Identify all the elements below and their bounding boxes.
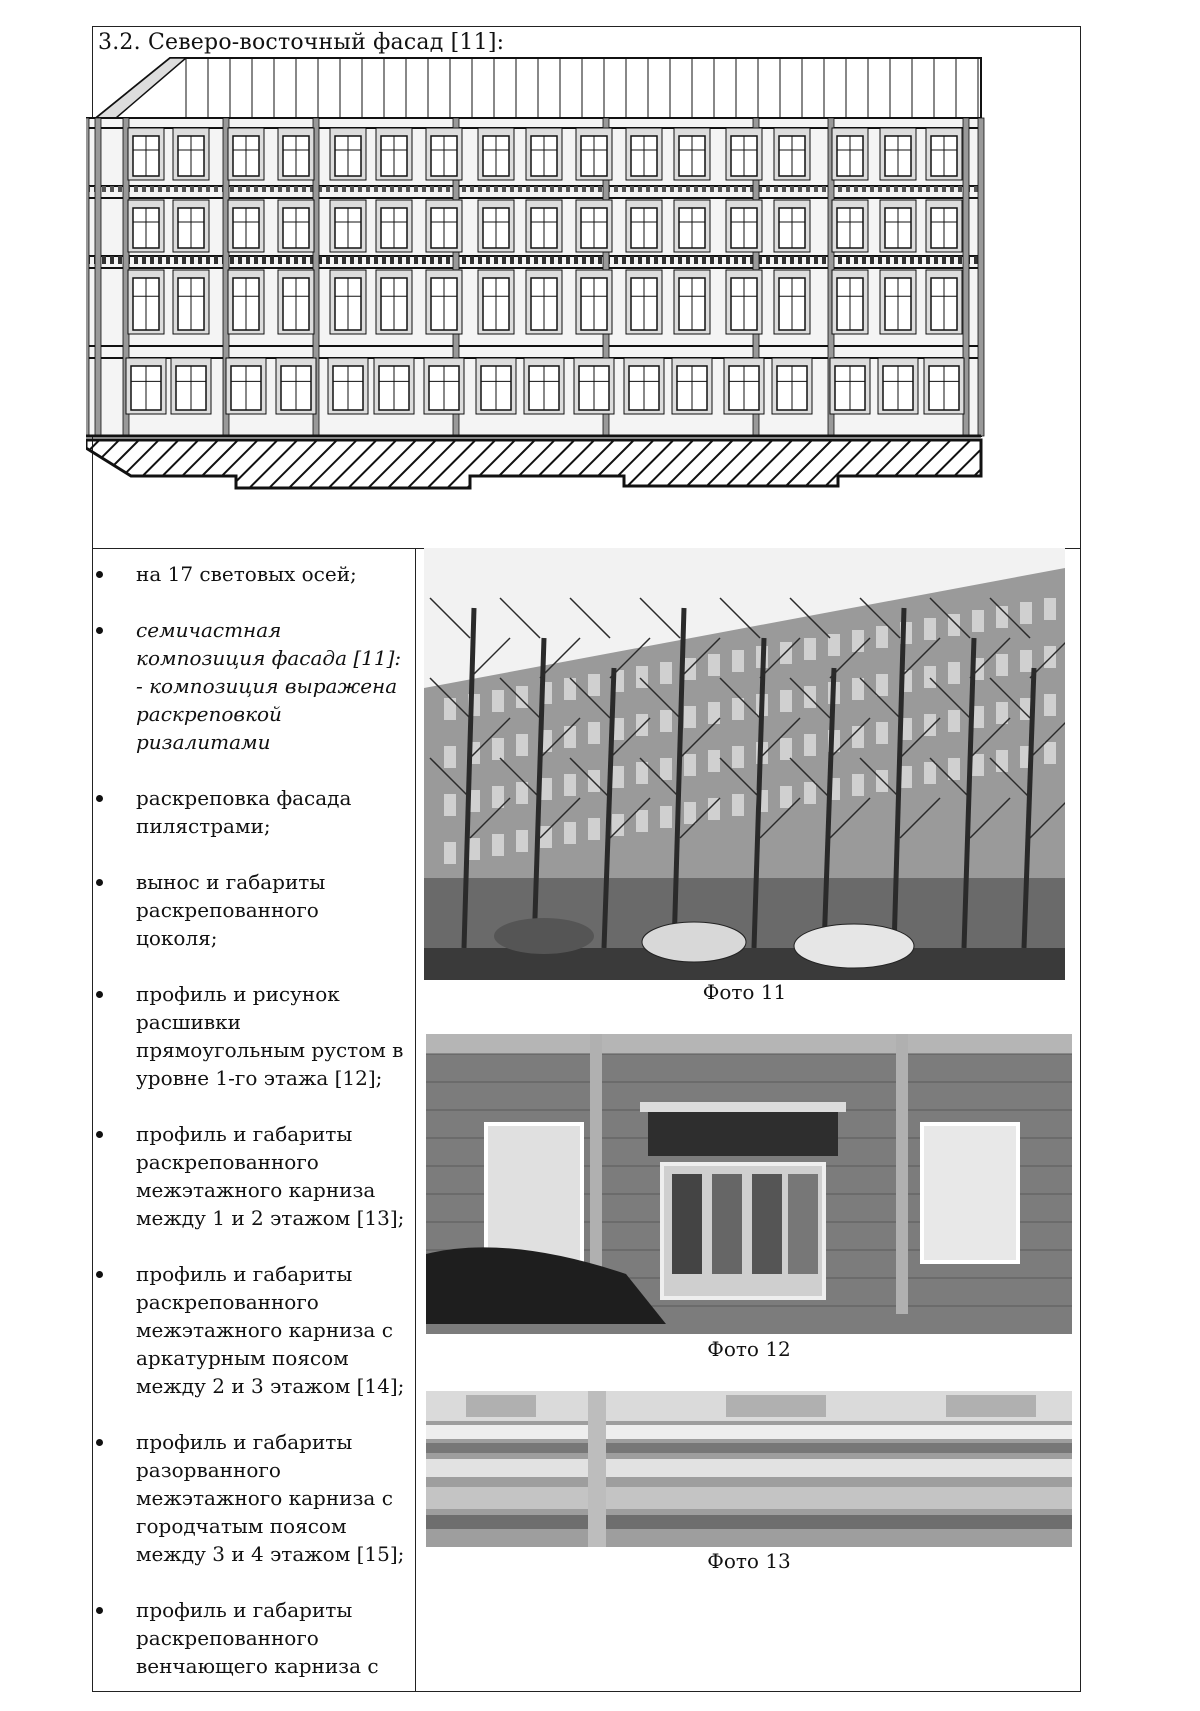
section-title: 3.2. Северо-восточный фасад [11]: xyxy=(98,30,505,55)
list-item-text: профиль и рисунок расшивки прямоугольным рустом в уровне 1-го этажа [12]; xyxy=(136,982,404,1090)
list-item-text: профиль и габариты раскрепованного межэтажного карниза между 1 и 2 этажом [13]; xyxy=(136,1122,405,1230)
photo-11-caption: Фото 11 xyxy=(702,980,787,1004)
list-item xyxy=(96,560,406,588)
bullet-icon xyxy=(96,571,103,578)
list-item-text: на 17 световых осей; xyxy=(136,562,357,586)
list-item-text: профиль и габариты раскрепованного венчающего карниза с xyxy=(136,1598,379,1678)
bullet-icon xyxy=(96,879,103,886)
photo-12-caption: Фото 12 xyxy=(707,1337,791,1361)
photo-12 xyxy=(426,1034,1072,1334)
list-item-text: профиль и габариты разорванного межэтажного карниза с городчатым поясом между 3 и 4 этажом [15]; xyxy=(136,1430,405,1566)
feature-list xyxy=(96,560,406,1680)
bullet-icon xyxy=(96,1131,103,1138)
list-item xyxy=(96,868,406,952)
bullet-icon xyxy=(96,1607,103,1614)
list-item xyxy=(96,1596,406,1680)
list-item-text: профиль и габариты раскрепованного межэтажного карниза с аркатурным поясом между 2 и 3 этажом [14]; xyxy=(136,1262,405,1398)
bullet-icon xyxy=(96,991,103,998)
list-item xyxy=(96,1120,406,1232)
list-item xyxy=(96,616,406,756)
list-item xyxy=(96,784,406,840)
bullet-icon xyxy=(96,1439,103,1446)
list-item-text: раскреповка фасада пилястрами; xyxy=(136,786,352,838)
column-divider xyxy=(415,548,416,1692)
bullet-icon xyxy=(96,627,103,634)
bullet-icon xyxy=(96,795,103,802)
list-item-text: вынос и габариты раскрепованного цоколя; xyxy=(136,870,326,950)
list-item xyxy=(96,1428,406,1568)
list-item xyxy=(96,1260,406,1400)
photo-11 xyxy=(424,548,1065,980)
bullet-icon xyxy=(96,1271,103,1278)
list-item xyxy=(96,980,406,1092)
photo-13-caption: Фото 13 xyxy=(707,1549,791,1573)
list-item-text: семичастная композиция фасада [11]: - композиция выражена раскреповкой ризалитами xyxy=(136,618,402,754)
facade-elevation-drawing xyxy=(86,56,1076,536)
photo-13 xyxy=(426,1391,1072,1547)
